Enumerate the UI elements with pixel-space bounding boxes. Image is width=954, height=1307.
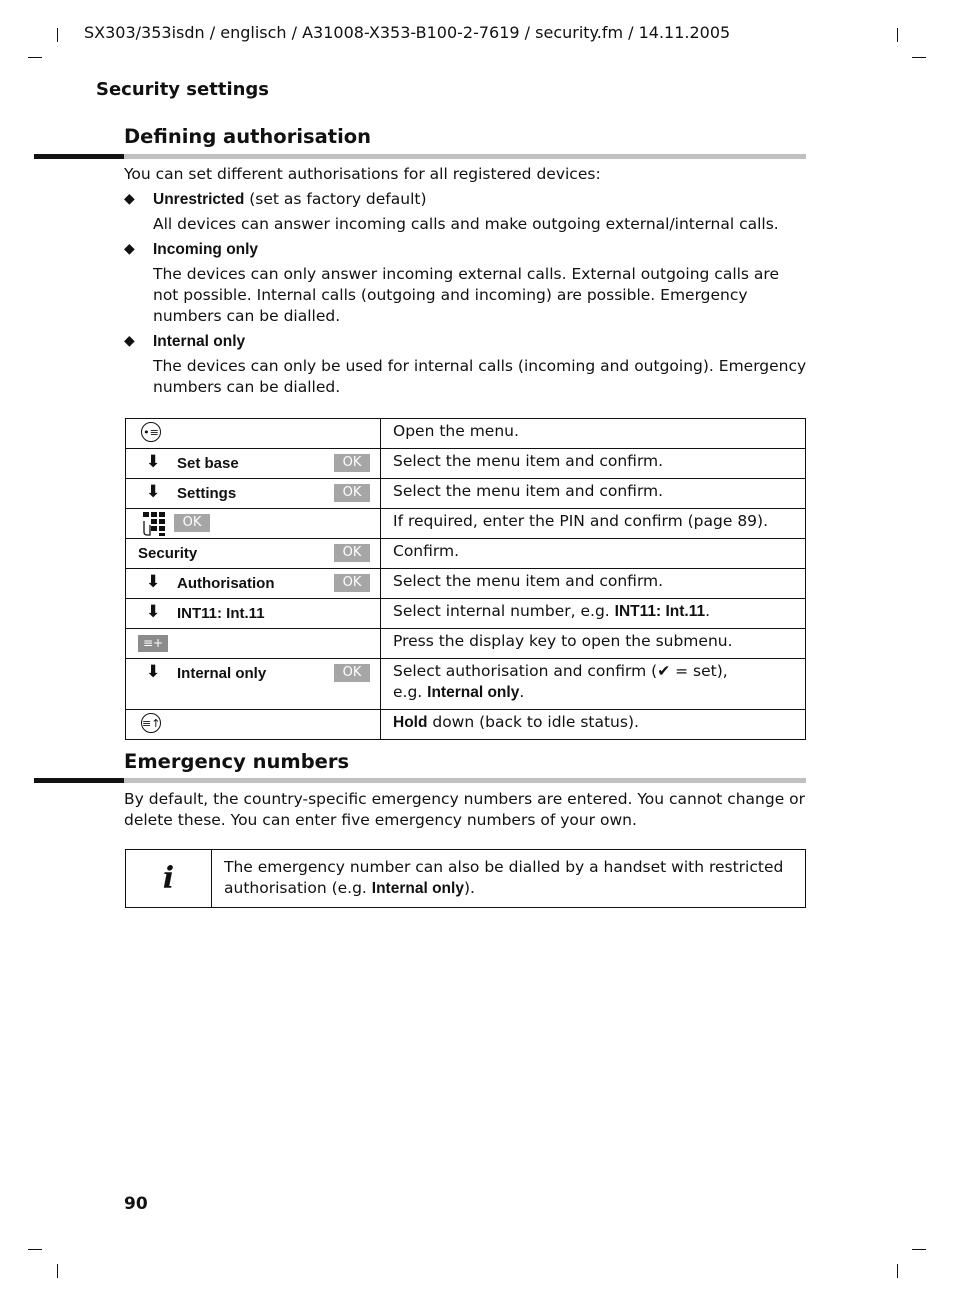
menu-item-label: INT11: Int.11	[177, 605, 265, 622]
intro-text: You can set different authorisations for all registered devices:	[124, 165, 601, 183]
option-unrestricted	[153, 189, 427, 210]
menu-item-label: Security	[138, 545, 198, 562]
submenu-key-icon: ≡+	[138, 635, 168, 652]
crop-mark	[897, 28, 898, 42]
end-call-key-icon: ≡↑	[141, 713, 161, 733]
bullet-diamond-icon: ◆	[124, 191, 135, 207]
table-row	[126, 539, 806, 569]
crop-mark	[57, 1264, 58, 1278]
arrow-down-icon: ⬇	[146, 452, 161, 472]
heading-rule-dark	[34, 154, 124, 159]
emergency-heading: Emergency numbers	[124, 750, 350, 773]
step-instruction: Hold down (back to idle status).	[381, 710, 806, 740]
heading-rule-light	[124, 154, 806, 159]
arrow-down-icon: ⬇	[146, 662, 161, 682]
info-note-box	[125, 849, 806, 908]
ok-key: OK	[334, 484, 370, 502]
step-instruction: Select the menu item and confirm.	[381, 569, 806, 599]
step-instruction: Select the menu item and confirm.	[381, 449, 806, 479]
bullet-diamond-icon: ◆	[124, 333, 135, 349]
arrow-down-icon: ⬇	[146, 572, 161, 592]
menu-item-label: Authorisation	[177, 575, 275, 592]
heading-rule-dark	[34, 778, 124, 783]
option-incoming-only: Incoming only	[153, 241, 259, 258]
check-icon: ✔	[657, 662, 671, 680]
ok-key: OK	[334, 574, 370, 592]
option-description: The devices can only answer incoming external calls. External outgoing calls are not possible. Internal calls (outgoing and incoming) are possible. Emergency numbers can be dialled.	[153, 265, 780, 325]
table-row	[126, 479, 806, 509]
ok-key: OK	[334, 664, 370, 682]
ok-key: OK	[334, 454, 370, 472]
step-instruction: Select authorisation and confirm (✔ = set), e.g. Internal only.	[381, 659, 806, 710]
menu-key-icon: •≡	[141, 422, 161, 442]
arrow-down-icon: ⬇	[146, 602, 161, 622]
step-instruction: Open the menu.	[381, 419, 806, 449]
crop-mark	[28, 57, 42, 58]
info-icon: i	[126, 850, 212, 907]
table-row	[126, 599, 806, 629]
arrow-down-icon: ⬇	[146, 482, 161, 502]
option-description: The devices can only be used for internal calls (incoming and outgoing). Emergency numbers can be dialled.	[153, 357, 807, 396]
emergency-text: By default, the country-specific emergency numbers are entered. You cannot change or delete these. You can enter five emergency numbers of your own.	[124, 790, 806, 829]
crop-mark	[57, 28, 58, 42]
table-row	[126, 509, 806, 539]
steps-table	[125, 418, 806, 740]
defining-heading: Defining authorisation	[124, 125, 372, 148]
ok-key: OK	[174, 514, 210, 532]
menu-item-label: Settings	[177, 485, 237, 502]
bullet-diamond-icon: ◆	[124, 241, 135, 257]
menu-item-label: Set base	[177, 455, 239, 472]
info-note-text: The emergency number can also be dialled by a handset with restricted authorisation (e.g. Internal only).	[224, 858, 784, 897]
heading-rule-light	[124, 778, 806, 783]
option-description: All devices can answer incoming calls and make outgoing external/internal calls.	[153, 215, 779, 233]
option-internal-only: Internal only	[153, 333, 246, 350]
table-row	[126, 659, 806, 710]
step-instruction: Select internal number, e.g. INT11: Int.11.	[381, 599, 806, 629]
table-row	[126, 629, 806, 659]
crop-mark	[912, 1249, 926, 1250]
document-header-line: SX303/353isdn / englisch / A31008-X353-B100-2-7619 / security.fm / 14.11.2005	[84, 23, 731, 42]
table-row	[126, 419, 806, 449]
ok-key: OK	[334, 544, 370, 562]
step-instruction: Press the display key to open the submenu.	[381, 629, 806, 659]
keypad-icon	[141, 512, 167, 536]
step-instruction: If required, enter the PIN and confirm (page 89).	[381, 509, 806, 539]
step-instruction: Confirm.	[381, 539, 806, 569]
crop-mark	[28, 1249, 42, 1250]
menu-item-label: Internal only	[177, 665, 267, 682]
table-row	[126, 569, 806, 599]
crop-mark	[897, 1264, 898, 1278]
section-title: Security settings	[96, 79, 270, 100]
option-suffix: (set as factory default)	[244, 190, 427, 208]
step-instruction: Select the menu item and confirm.	[381, 479, 806, 509]
page-number: 90	[124, 1194, 148, 1214]
option-label: Unrestricted	[153, 191, 245, 208]
table-row	[126, 449, 806, 479]
crop-mark	[912, 57, 926, 58]
table-row	[126, 710, 806, 740]
